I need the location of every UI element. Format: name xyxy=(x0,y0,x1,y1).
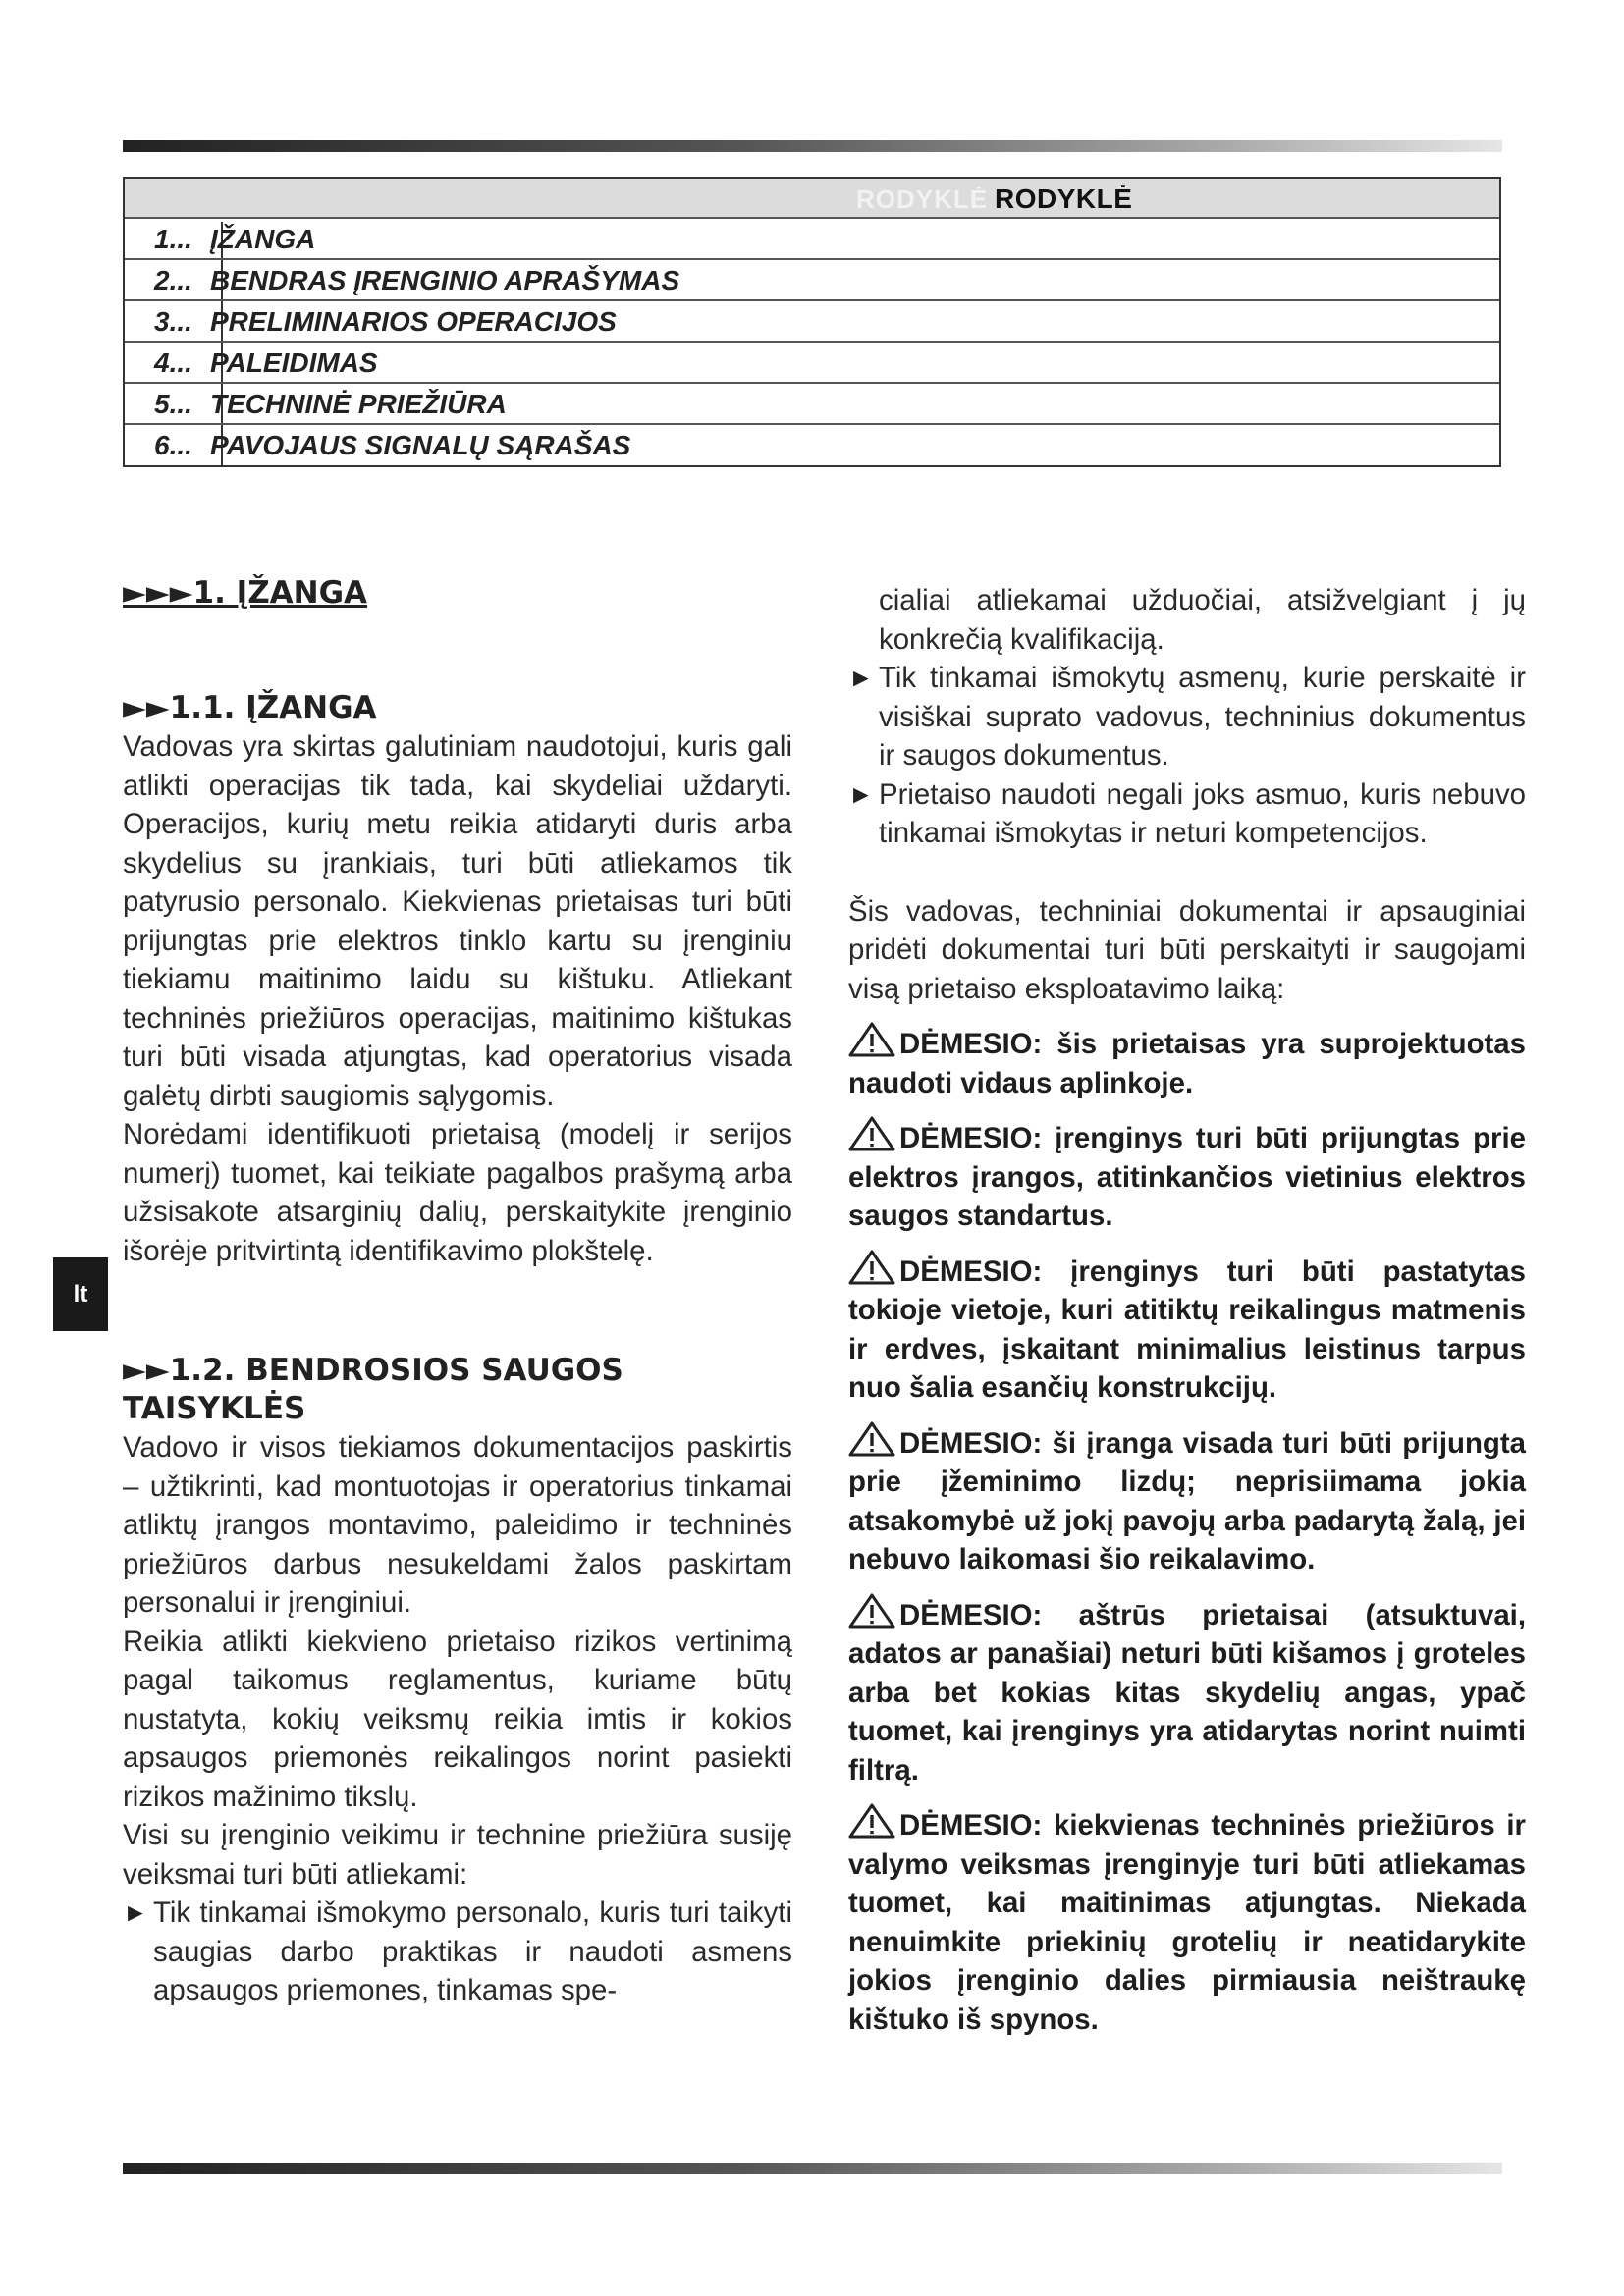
bullet-arrow-icon: ► xyxy=(848,663,874,692)
warning-item xyxy=(848,1593,1526,1790)
warning-item xyxy=(848,1116,1526,1236)
bullet-text: Prietaiso naudoti negali joks asmuo, kuris nebuvo tinkamai išmokytas ir neturi kompetencijos. xyxy=(879,777,1526,849)
warning-item xyxy=(848,1022,1526,1102)
warning-item xyxy=(848,1250,1526,1408)
toc-item[interactable] xyxy=(125,384,1499,425)
toc-item[interactable] xyxy=(125,301,1499,343)
warning-triangle-icon xyxy=(848,1421,895,1457)
bullet-item xyxy=(848,659,1526,775)
toc-item-label: PRELIMINARIOS OPERACIJOS xyxy=(210,306,617,337)
warning-text: DĖMESIO: ši įranga visada turi būti prijungta prie įžeminimo lizdų; neprisiimama jokia atsakomybė už jokį pavojų arba padarytą žalą, jei nebuvo laikomasi šio reikalavimo. xyxy=(848,1426,1526,1575)
bullet-arrow-icon: ► xyxy=(848,778,874,809)
toc-item[interactable] xyxy=(125,343,1499,384)
bottom-rule xyxy=(123,2163,1502,2174)
warning-triangle-icon xyxy=(848,1803,895,1839)
bullet-text: Tik tinkamai išmokytų asmenų, kurie perskaitė ir visiškai suprato vadovus, techninius dokumentus ir saugos dokumentus. xyxy=(879,662,1526,772)
toc-item-number: 1... xyxy=(154,224,192,254)
toc-header xyxy=(125,179,1499,219)
toc-item-label: ĮŽANGA xyxy=(210,224,316,254)
warning-text: DĖMESIO: įrenginys turi būti prijungtas prie elektros įrangos, atitinkančios vietinius elektros saugos standartus. xyxy=(848,1122,1526,1232)
warning-triangle-icon xyxy=(848,1022,895,1057)
bullet-item xyxy=(848,775,1526,853)
toc-item-label: BENDRAS ĮRENGINIO APRAŠYMAS xyxy=(210,265,680,295)
section-heading-1-1: ►►1.1. ĮŽANGA xyxy=(123,690,377,725)
safety-paragraph-3: Visi su įrenginio veikimu ir technine priežiūra susiję veiksmai turi būti atliekami: xyxy=(123,1819,792,1891)
top-rule xyxy=(123,140,1502,152)
toc-item[interactable] xyxy=(125,219,1499,260)
toc-item-number: 6... xyxy=(154,430,192,460)
warning-triangle-icon xyxy=(848,1593,895,1629)
documents-paragraph: Šis vadovas, techniniai dokumentai ir apsauginiai pridėti dokumentai turi būti perskaityti ir saugojami visą prietaiso eksploatavimo laiką: xyxy=(848,894,1526,1005)
toc-item-number: 2... xyxy=(154,265,192,295)
bullet-item xyxy=(123,1894,792,2010)
warning-text: DĖMESIO: aštrūs prietaisai (atsuktuvai, adatos ar panašiai) neturi būti kišamos į groteles arba bet kokias kitas skydelių angas, ypač tuomet, kai įrenginys yra atidarytas norint nuimti filtrą. xyxy=(848,1598,1526,1787)
identification-paragraph: Norėdami identifikuoti prietaisą (modelį ir serijos numerį) tuomet, kai teikiate pagalbos prašymą arba užsisakote atsarginių dalių, perskaitykite įrenginio išorėje pritvirtintą identifikavimo plokštelę. xyxy=(123,1118,792,1267)
bullet-text: cialiai atliekamai užduočiai, atsižvelgiant į jų konkrečią kvalifikaciją. xyxy=(879,584,1526,656)
warning-triangle-icon xyxy=(848,1250,895,1285)
warning-text: DĖMESIO: įrenginys turi būti pastatytas tokioje vietoje, kuri atitiktų reikalingus matmenis ir erdves, įskaitant minimalius leistinus tarpus nuo šalia esančių konstrukcijų. xyxy=(848,1255,1526,1404)
safety-paragraph-1: Vadovo ir visos tiekiamos dokumentacijos paskirtis – užtikrinti, kad montuotojas ir operatorius tinkamai atliktų įrangos montavimo, paleidimo ir techninės priežiūros darbus nesukeldami žalos paskirtam personalui ir įrenginiui. xyxy=(123,1431,792,1619)
toc-header-ghost: RODYKLĖ xyxy=(856,185,989,214)
intro-paragraph: Vadovas yra skirtas galutiniam naudotojui, kuris gali atlikti operacijas tik tada, kai skydeliai uždaryti. Operacijos, kurių metu reikia atidaryti duris arba skydelius su įrankiais, turi būti atliekamos tik patyrusio personalo. Kiekvienas prietaisas turi būti prijungtas prie elektros tinklo kartu su įrenginiu tiekiamu maitinimo laidu su kištuku. Atliekant techninės priežiūros operacijas, maitinimo kištukas turi būti visada atjungtas, kad operatorius visada galėtų dirbti saugiomis sąlygomis. xyxy=(123,730,792,1112)
toc-item-label: TECHNINĖ PRIEŽIŪRA xyxy=(210,389,507,419)
warning-text: DĖMESIO: kiekvienas techninės priežiūros ir valymo veiksmas įrenginyje turi būti atliekamas tuomet, kai maitinimas atjungtas. Niekada nenuimkite priekinių grotelių ir neatidarykite jokios įrenginio dalies pirmiausia neištraukę kištuko iš spynos. xyxy=(848,1809,1526,2036)
table-of-contents xyxy=(123,177,1501,467)
toc-item[interactable] xyxy=(125,260,1499,301)
toc-item-number: 3... xyxy=(154,306,192,337)
toc-item[interactable] xyxy=(125,425,1499,465)
warning-item xyxy=(848,1803,1526,2039)
warning-triangle-icon xyxy=(848,1116,895,1151)
language-tab: lt xyxy=(53,1257,108,1331)
left-column xyxy=(123,574,792,2010)
bullet-item-continued xyxy=(848,581,1526,659)
toc-item-number: 5... xyxy=(154,389,192,419)
toc-item-number: 4... xyxy=(154,347,192,378)
section-heading-1-2: ►►1.2. BENDROSIOS SAUGOS TAISYKLĖS xyxy=(123,1353,623,1426)
section-heading-1: ►►►1. ĮŽANGA xyxy=(123,575,368,611)
right-column xyxy=(848,581,1526,2039)
bullet-text: Tik tinkamai išmokymo personalo, kuris turi taikyti saugias darbo praktikas ir naudoti asmens apsaugos priemones, tinkamas spe- xyxy=(153,1896,792,2006)
toc-item-label: PAVOJAUS SIGNALŲ SĄRAŠAS xyxy=(210,430,631,460)
warning-item xyxy=(848,1421,1526,1579)
toc-title: RODYKLĖ xyxy=(995,184,1133,214)
toc-item-label: PALEIDIMAS xyxy=(210,347,378,378)
bullet-arrow-icon: ► xyxy=(123,1897,148,1927)
safety-paragraph-2: Reikia atlikti kiekvieno prietaiso rizikos vertinimą pagal taikomus reglamentus, kuriame būtų nustatyta, kokių veiksmų reikia imtis ir kokios apsaugos priemonės reikalingos norint pasiekti rizikos mažinimo tikslų. xyxy=(123,1625,792,1813)
warning-text: DĖMESIO: šis prietaisas yra suprojektuotas naudoti vidaus aplinkoje. xyxy=(848,1028,1526,1099)
